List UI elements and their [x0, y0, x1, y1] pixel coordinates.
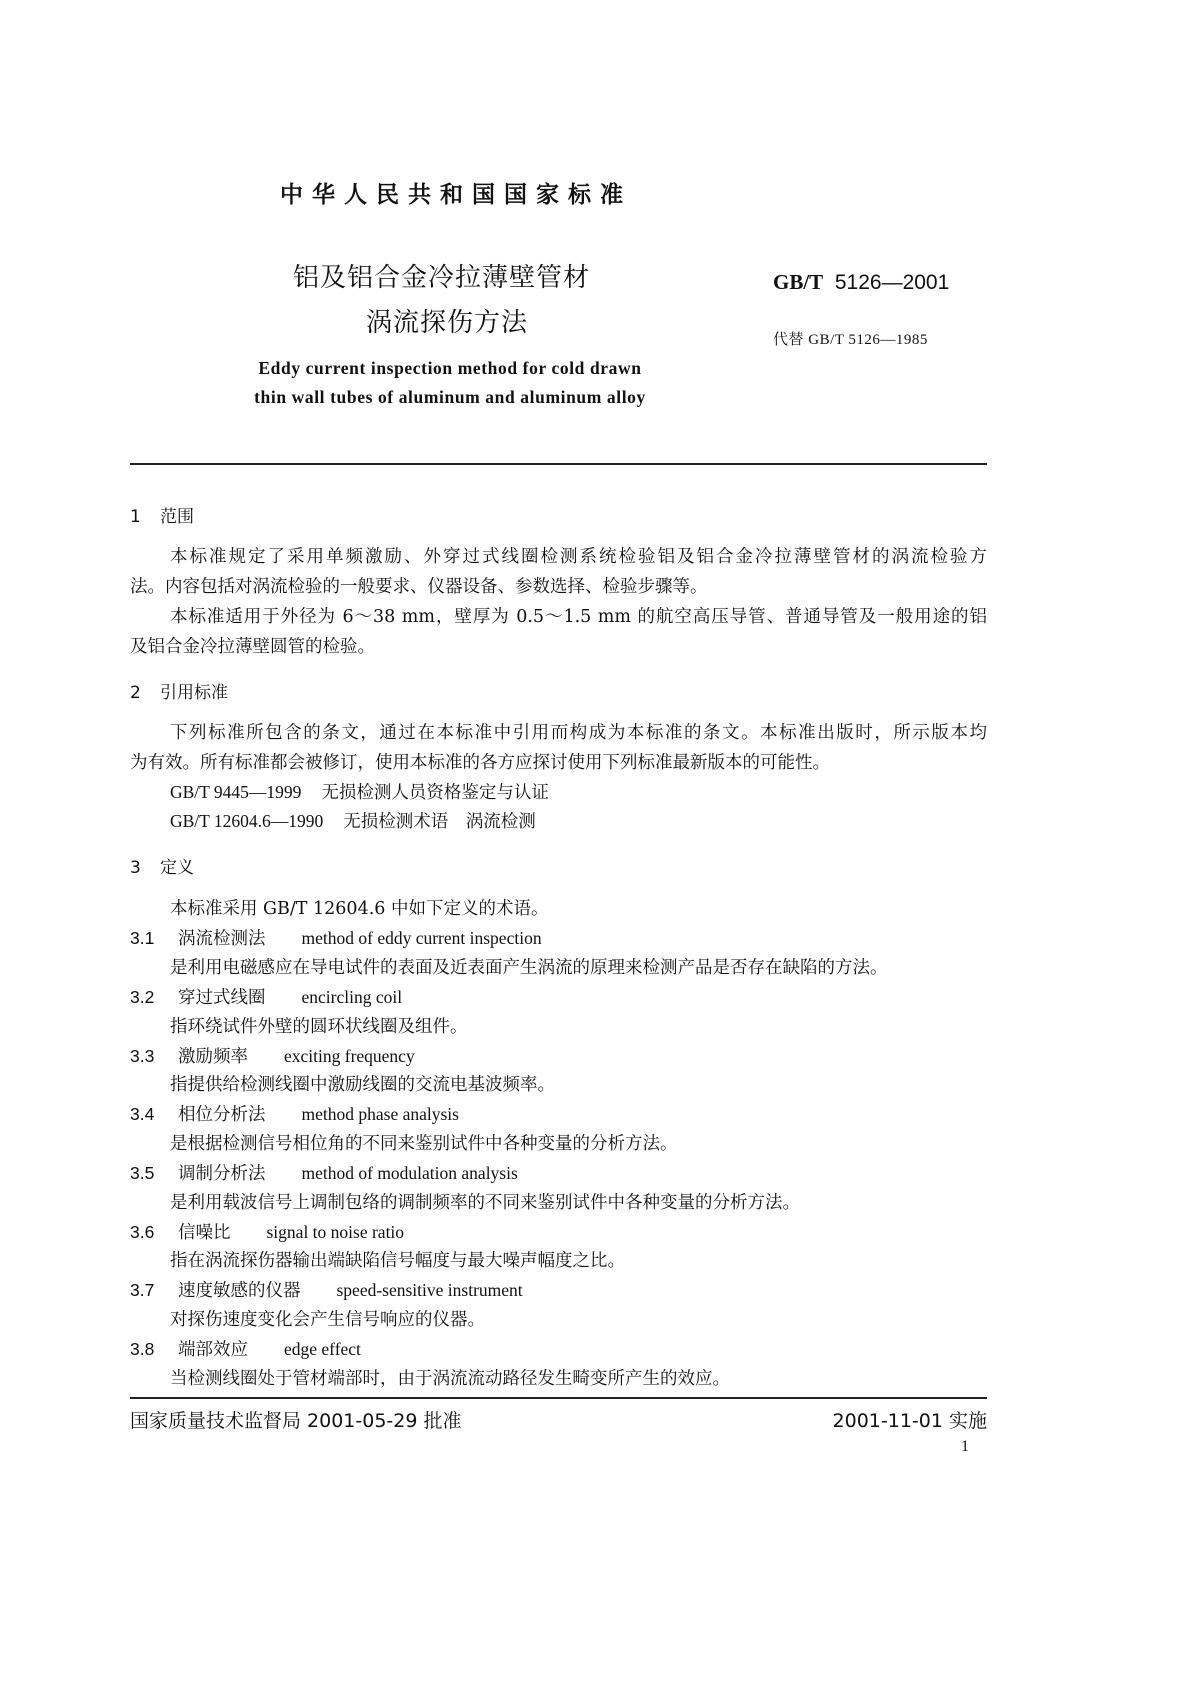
term-en: signal to noise ratio [266, 1222, 405, 1242]
header-divider [130, 463, 987, 465]
term-en: method of modulation analysis [301, 1163, 518, 1183]
definitions-intro: 本标准采用 GB/T 12604.6 中如下定义的术语。 [170, 899, 549, 919]
term-en: encircling coil [301, 987, 403, 1007]
definition-term [130, 927, 542, 950]
term-zh: 信噪比 [178, 1223, 231, 1243]
definition-text: 是根据检测信号相位角的不同来鉴别试件中各种变量的分析方法。 [170, 1134, 678, 1154]
definition-term [130, 1103, 459, 1126]
section-title: 范围 [160, 507, 194, 527]
term-en: speed-sensitive instrument [336, 1280, 523, 1300]
definition-text: 指环绕试件外壁的圆环状线圈及组件。 [170, 1017, 468, 1037]
term-en: method of eddy current inspection [301, 928, 542, 948]
reference-code: GB/T 12604.6—1990 [170, 811, 324, 831]
definition-text: 指提供给检测线圈中激励线圈的交流电基波频率。 [170, 1075, 555, 1095]
paragraph-line: 法。内容包括对涡流检验的一般要求、仪器设备、参数选择、检验步骤等。 [130, 577, 708, 597]
section-number: 2 [130, 683, 141, 703]
section-title: 定义 [160, 858, 194, 878]
reference-title: 无损检测人员资格鉴定与认证 [321, 783, 549, 803]
definition-term [130, 986, 402, 1009]
title-zh-line1: 铝及铝合金冷拉薄壁管材 [293, 263, 591, 293]
definition-term [130, 1279, 523, 1302]
paragraph-line: 及铝合金冷拉薄壁圆管的检验。 [130, 637, 375, 657]
term-en: method phase analysis [301, 1104, 459, 1124]
definition-term [130, 1221, 404, 1244]
national-standard-heading: 中华人民共和国国家标准 [280, 182, 632, 208]
reference-title: 无损检测术语 涡流检测 [343, 812, 536, 832]
definition-number: 3.2 [130, 987, 155, 1007]
approval-date: 国家质量技术监督局 2001-05-29 批准 [130, 1410, 462, 1432]
code-prefix: GB/T [773, 270, 824, 294]
paragraph-line: 本标准适用于外径为 6～38 mm，壁厚为 0.5～1.5 mm 的航空高压导管、普通导管及一般用途的铝 [170, 607, 987, 627]
definition-number: 3.1 [130, 928, 155, 948]
term-zh: 调制分析法 [178, 1164, 266, 1184]
section-heading-1 [130, 502, 194, 527]
definition-term [130, 1162, 518, 1185]
reference-item [170, 781, 549, 804]
definition-text: 指在涡流探伤器输出端缺陷信号幅度与最大噪声幅度之比。 [170, 1251, 625, 1271]
definition-number: 3.7 [130, 1280, 155, 1300]
definition-number: 3.6 [130, 1222, 155, 1242]
section-title: 引用标准 [160, 683, 228, 703]
definition-term [130, 1338, 361, 1361]
paragraph-line: 为有效。所有标准都会被修订，使用本标准的各方应探讨使用下列标准最新版本的可能性。 [130, 753, 830, 773]
term-en: exciting frequency [284, 1046, 415, 1066]
implementation-date: 2001-11-01 实施 [832, 1410, 987, 1432]
term-zh: 速度敏感的仪器 [178, 1281, 301, 1301]
definition-number: 3.3 [130, 1046, 155, 1066]
reference-code: GB/T 9445—1999 [170, 782, 302, 802]
title-en-line2: thin wall tubes of aluminum and aluminum alloy [254, 387, 646, 407]
term-zh: 穿过式线圈 [178, 988, 266, 1008]
section-heading-2 [130, 678, 228, 703]
term-zh: 涡流检测法 [178, 929, 266, 949]
term-zh: 端部效应 [178, 1340, 248, 1360]
replaces-note: 代替 GB/T 5126—1985 [773, 332, 928, 348]
page-number: 1 [961, 1438, 969, 1455]
section-number: 3 [130, 858, 141, 878]
paragraph-line: 下列标准所包含的条文，通过在本标准中引用而构成为本标准的条文。本标准出版时，所示版本均 [170, 723, 987, 743]
definition-text: 是利用电磁感应在导电试件的表面及近表面产生涡流的原理来检测产品是否存在缺陷的方法。 [170, 958, 888, 978]
standard-code [773, 270, 949, 295]
footer-divider [130, 1397, 987, 1399]
section-number: 1 [130, 507, 141, 527]
section-heading-3 [130, 853, 194, 878]
title-en-line1: Eddy current inspection method for cold drawn [258, 358, 642, 378]
definition-number: 3.5 [130, 1163, 155, 1183]
term-en: edge effect [284, 1339, 361, 1359]
term-zh: 激励频率 [178, 1047, 248, 1067]
definition-text: 当检测线圈处于管材端部时，由于涡流流动路径发生畸变所产生的效应。 [170, 1369, 730, 1389]
definition-number: 3.4 [130, 1104, 155, 1124]
definition-number: 3.8 [130, 1339, 155, 1359]
title-zh-line2: 涡流探伤方法 [366, 308, 529, 338]
paragraph-line: 本标准规定了采用单频激励、外穿过式线圈检测系统检验铝及铝合金冷拉薄壁管材的涡流检验方 [170, 547, 987, 567]
definition-text: 对探伤速度变化会产生信号响应的仪器。 [170, 1310, 485, 1330]
term-zh: 相位分析法 [178, 1105, 266, 1125]
definition-term [130, 1045, 415, 1068]
reference-item [170, 810, 536, 833]
definition-text: 是利用载波信号上调制包络的调制频率的不同来鉴别试件中各种变量的分析方法。 [170, 1193, 800, 1213]
code-number: 5126—2001 [834, 271, 950, 294]
